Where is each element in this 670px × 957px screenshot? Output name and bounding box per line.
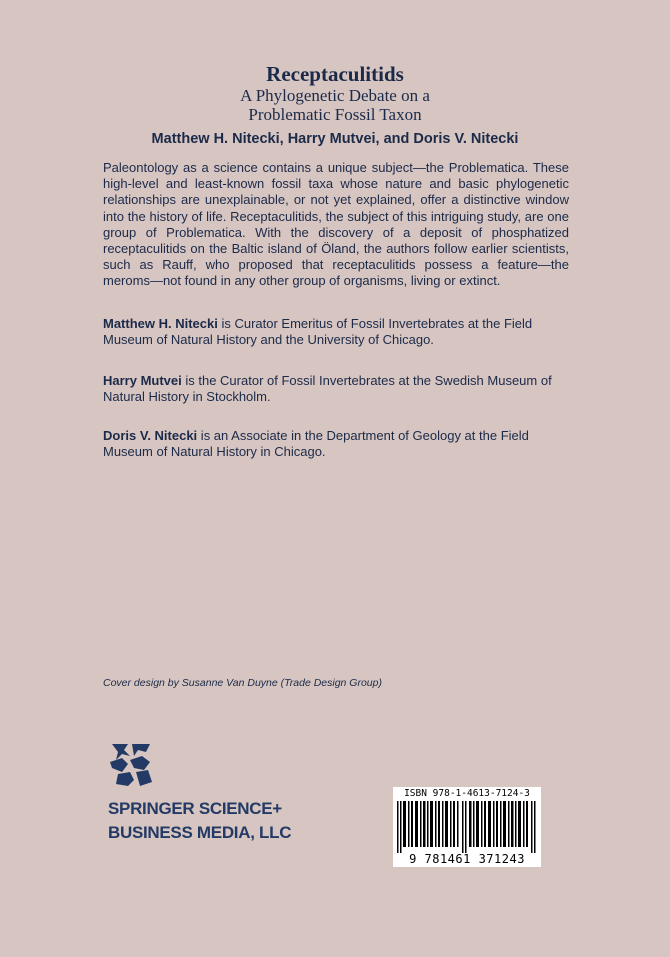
isbn-barcode bbox=[393, 787, 541, 867]
barcode-bars bbox=[397, 801, 537, 853]
author-bio-text: is an Associate in the Department of Geology at the Field Museum of Natural History in Chicago. bbox=[103, 428, 529, 460]
publisher-line-2: BUSINESS MEDIA, LLC bbox=[108, 823, 292, 842]
cover-design-credit: Cover design by Susanne Van Duyne (Trade Design Group) bbox=[103, 677, 382, 689]
author-bio-text: is Curator Emeritus of Fossil Invertebrates at the Field Museum of Natural History and the University of Chicago. bbox=[103, 316, 533, 348]
author-bio-1 bbox=[103, 316, 573, 348]
author-bio-name: Harry Mutvei bbox=[103, 373, 182, 388]
author-bio-name: Matthew H. Nitecki bbox=[103, 316, 218, 331]
publisher-name bbox=[108, 797, 291, 845]
subtitle-line-1: A Phylogenetic Debate on a bbox=[240, 86, 430, 105]
author-bio-text: is the Curator of Fossil Invertebrates at the Swedish Museum of Natural History in Stockholm. bbox=[103, 373, 552, 405]
author-bio-2 bbox=[103, 373, 573, 405]
subtitle-line-2: Problematic Fossil Taxon bbox=[248, 105, 422, 124]
description-blurb: Paleontology as a science contains a unique subject—the Problematica. These high-level and least-known fossil taxa whose nature and basic phylogenetic relationships are unexplainable, or not yet explained, offer a distinctive window into the history of life. Receptaculitids, the subject of this intriguing study, are one group of Problematica. With the discovery of a deposit of phosphatized receptaculitids on the Baltic island of Öland, the authors follow earlier scientists, such as Rauff, who proposed that receptaculitids possess a feature—the meroms—not found in any other group of organisms, living or extinct. bbox=[103, 160, 569, 289]
isbn-label: ISBN 978-1-4613-7124-3 bbox=[404, 788, 530, 799]
book-title: Receptaculitids bbox=[266, 62, 404, 86]
springer-logo-icon bbox=[108, 742, 154, 788]
author-bio-name: Doris V. Nitecki bbox=[103, 428, 198, 443]
barcode-number: 9 781461 371243 bbox=[409, 852, 525, 866]
author-bio-3 bbox=[103, 428, 573, 460]
publisher-line-1: SPRINGER SCIENCE+ bbox=[108, 799, 282, 818]
authors: Matthew H. Nitecki, Harry Mutvei, and Doris V. Nitecki bbox=[151, 131, 519, 147]
book-subtitle bbox=[0, 86, 670, 124]
